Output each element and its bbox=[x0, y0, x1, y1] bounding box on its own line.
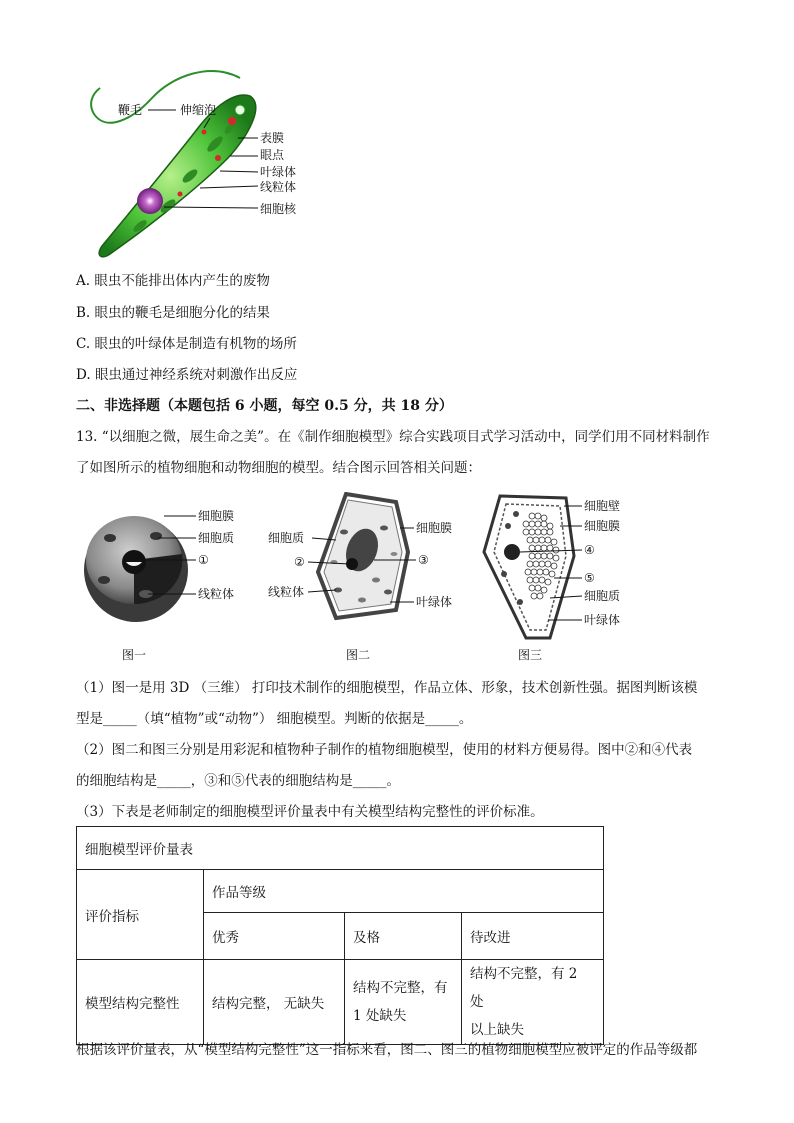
option-a: A. 眼虫不能排出体内产生的废物 bbox=[76, 273, 270, 289]
q1-line2: 型是_____（填“植物”或“动物”） 细胞模型。判断的依据是_____。 bbox=[76, 711, 473, 727]
fig3-label-cytoplasm: 细胞质 bbox=[584, 589, 621, 603]
fig2-label-cytoplasm: 细胞质 bbox=[268, 531, 305, 545]
fig1-label-mitochondria: 线粒体 bbox=[198, 587, 235, 601]
fig1-label-membrane: 细胞膜 bbox=[198, 509, 235, 523]
label-eyespot: 眼点 bbox=[260, 148, 285, 162]
figure-2 bbox=[266, 492, 466, 667]
table-row-label: 模型结构完整性 bbox=[77, 960, 204, 1045]
table-indicator-header: 评价指标 bbox=[77, 870, 204, 960]
fig2-label-num3: ③ bbox=[418, 553, 429, 567]
q13-line1: 13. “以细胞之微，展生命之美”。在《制作细胞模型》综合实践项目式学习活动中，同学们用不同材料制作 bbox=[76, 429, 710, 445]
table-grade-pass: 及格 bbox=[345, 913, 462, 960]
fig2-label-num2: ② bbox=[294, 555, 305, 569]
footer-line: 根据该评价量表，从“模型结构完整性”这一指标来看，图二、图三的植物细胞模型应被评定的作品等级都 bbox=[76, 1042, 698, 1058]
fig2-label-membrane: 细胞膜 bbox=[416, 521, 453, 535]
label-contractile-vacuole: 伸缩泡 bbox=[180, 103, 217, 117]
fig3-label-num4: ④ bbox=[584, 543, 595, 557]
fig2-caption: 图二 bbox=[346, 648, 371, 662]
option-d: D. 眼虫通过神经系统对刺激作出反应 bbox=[76, 367, 298, 383]
table-cell-improve: 结构不完整，有 2 处 以上缺失 bbox=[462, 960, 604, 1045]
euglena-figure bbox=[80, 66, 320, 262]
q13-line2: 了如图所示的植物细胞和动物细胞的模型。结合图示回答相关问题： bbox=[76, 460, 481, 476]
fig3-label-num5: ⑤ bbox=[584, 571, 595, 585]
label-nucleus: 细胞核 bbox=[260, 202, 297, 216]
q2-line1: （2）图二和图三分别是用彩泥和植物种子制作的植物细胞模型，使用的材料方便易得。图中②和④代表 bbox=[76, 742, 693, 758]
option-c: C. 眼虫的叶绿体是制造有机物的场所 bbox=[76, 336, 297, 352]
label-chloroplast: 叶绿体 bbox=[260, 165, 297, 179]
table-grade-improve: 待改进 bbox=[462, 913, 604, 960]
option-b: B. 眼虫的鞭毛是细胞分化的结果 bbox=[76, 305, 271, 321]
fig3-label-membrane: 细胞膜 bbox=[584, 519, 621, 533]
q2-line2: 的细胞结构是_____，③和⑤代表的细胞结构是_____。 bbox=[76, 773, 400, 789]
fig2-label-chloroplast: 叶绿体 bbox=[416, 595, 453, 609]
label-mitochondria: 线粒体 bbox=[260, 180, 297, 194]
fig1-label-cytoplasm: 细胞质 bbox=[198, 531, 235, 545]
table-cell-pass: 结构不完整，有 1 处缺失 bbox=[345, 960, 462, 1045]
label-pellicle: 表膜 bbox=[260, 131, 285, 145]
evaluation-table bbox=[76, 826, 604, 1045]
table-grade-header: 作品等级 bbox=[204, 870, 604, 913]
figure-3 bbox=[470, 492, 670, 667]
figure-1 bbox=[76, 492, 266, 667]
fig1-caption: 图一 bbox=[122, 648, 147, 662]
fig3-caption: 图三 bbox=[518, 648, 543, 662]
q3-line1: （3）下表是老师制定的细胞模型评价量表中有关模型结构完整性的评价标准。 bbox=[76, 804, 544, 820]
fig1-label-num1: ① bbox=[198, 553, 209, 567]
table-cell-excellent: 结构完整， 无缺失 bbox=[204, 960, 345, 1045]
table-grade-excellent: 优秀 bbox=[204, 913, 345, 960]
fig3-label-wall: 细胞壁 bbox=[584, 499, 621, 513]
label-flagellum: 鞭毛 bbox=[118, 103, 143, 117]
table-title: 细胞模型评价量表 bbox=[77, 827, 604, 870]
q1-line1: （1）图一是用 3D （三维） 打印技术制作的细胞模型，作品立体、形象，技术创新性强。据图判断该模 bbox=[76, 680, 698, 696]
fig3-label-chloroplast: 叶绿体 bbox=[584, 613, 621, 627]
fig2-label-mitochondria: 线粒体 bbox=[268, 585, 305, 599]
euglena-nucleus bbox=[137, 188, 163, 214]
section-heading: 二、非选择题（本题包括 6 小题，每空 0.5 分，共 18 分） bbox=[76, 398, 453, 414]
